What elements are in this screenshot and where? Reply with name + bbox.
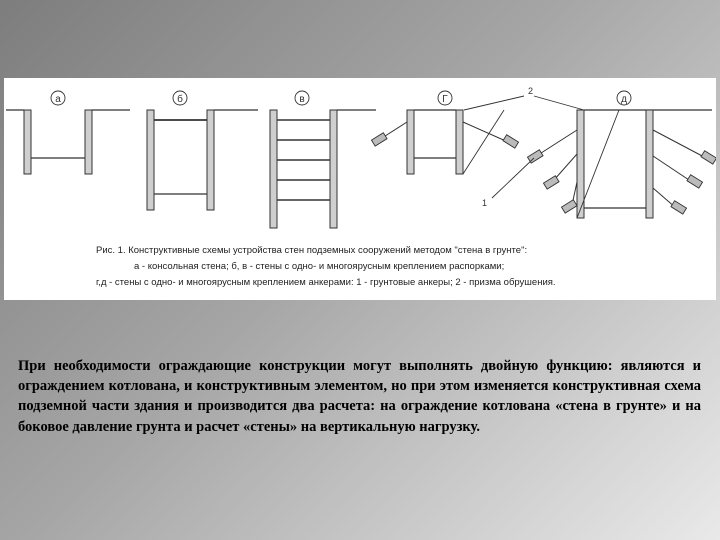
figure-panel	[4, 78, 716, 300]
anchor-root	[527, 150, 543, 163]
scheme-a	[24, 91, 92, 174]
leader-2	[464, 96, 524, 110]
leader-2	[534, 96, 584, 110]
label-d: д	[621, 94, 627, 105]
anchor-rod	[653, 130, 706, 158]
anchor-rod	[653, 156, 692, 182]
anchor-root	[671, 201, 687, 214]
marker-1: 1	[482, 198, 488, 208]
anchor-root	[371, 133, 387, 146]
label-v: в	[299, 94, 305, 105]
caption-line-2: а - консольная стена; б, в - стены с одно- и многоярусным креплением распорками;	[134, 261, 505, 272]
anchor-root	[561, 200, 577, 213]
anchor-rod	[382, 122, 407, 138]
scheme-v	[270, 91, 337, 228]
anchor-root	[687, 175, 703, 188]
wall	[207, 110, 214, 210]
wall	[456, 110, 463, 174]
wall	[270, 110, 277, 228]
wall	[85, 110, 92, 174]
body-paragraph: При необходимости ограждающие конструкции могут выполнять двойную функцию: являются и ограждением котлована, и конструктивным элементом, но при этом изменяется конструктивная схема подземной части здания и производится два расчета: на ограждение котлована «стена в грунте» и на боковое давление грунта и расчет «стены» на вертикальную нагрузку.	[18, 358, 701, 435]
caption-line-1: Рис. 1. Конструктивные схемы устройства стен подземных сооружений методом "стена в грунте":	[96, 245, 528, 256]
anchor-root	[701, 151, 716, 164]
anchor-root	[543, 176, 559, 189]
label-b: б	[177, 94, 183, 105]
label-g: Г	[442, 94, 448, 105]
wall	[147, 110, 154, 210]
anchor-rod	[554, 154, 577, 180]
wall	[407, 110, 414, 174]
leader-1	[492, 158, 534, 198]
wall	[646, 110, 653, 218]
marker-2: 2	[528, 86, 534, 96]
wall	[330, 110, 337, 228]
caption-line-3: г,д - стены с одно- и многоярусным креплением анкерами: 1 - грунтовые анкеры; 2 - призма обрушения.	[96, 277, 556, 288]
label-a: а	[55, 94, 61, 105]
prism-line	[463, 110, 504, 174]
anchor-root	[503, 135, 519, 148]
anchor-rod	[538, 130, 577, 155]
scheme-g	[371, 91, 518, 174]
figure-caption	[96, 243, 596, 291]
wall	[24, 110, 31, 174]
scheme-b	[147, 91, 214, 210]
